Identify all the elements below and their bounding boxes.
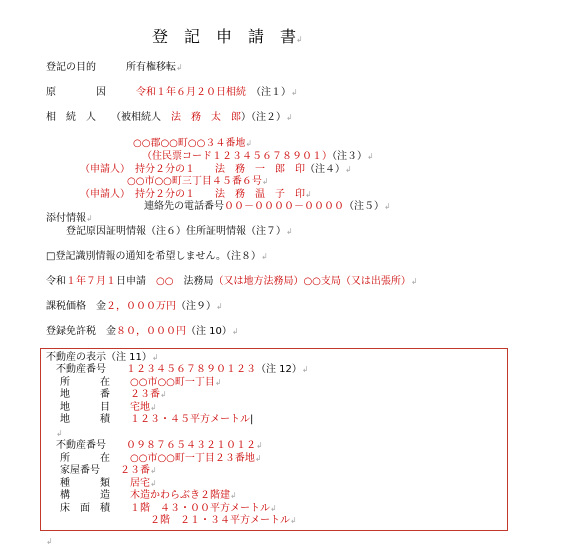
applicant-1-tag: （申請人） [80, 164, 125, 175]
cause-line [46, 87, 298, 99]
paragraph-mark: ↲ [286, 113, 293, 122]
license-note: （注 10） [186, 326, 232, 337]
paragraph-mark: ↲ [384, 202, 391, 211]
purpose-line [46, 62, 183, 74]
paragraph-mark: ↲ [216, 302, 223, 311]
heir-note: ）（注２） [241, 112, 286, 123]
office-c: （又は地方法務局）○○支局（又は出張所） [213, 276, 411, 287]
building-kind-value: 居宅 [130, 478, 150, 489]
property-heading: 不動産の表示（注 11） [46, 352, 152, 363]
attachment-label-line [46, 213, 93, 225]
phone-line [144, 201, 391, 213]
paragraph-mark: ↲ [56, 429, 63, 438]
land-area-label: 地 積 [60, 414, 110, 425]
heir-label: 相 続 人 （被相続人 [46, 112, 171, 123]
license-label: 登録免許税 金 [46, 326, 116, 337]
end-line [46, 536, 53, 548]
paragraph-mark: ↲ [231, 327, 239, 336]
land-category-line [60, 402, 157, 414]
paragraph-mark: ↲ [261, 177, 269, 186]
paragraph-mark: ↲ [214, 378, 222, 387]
land-area-value: １２３・４５平方メートル [130, 414, 250, 425]
land-number-note: （注 12） [256, 364, 302, 375]
paragraph-mark: ↲ [86, 214, 93, 223]
address-1: ○○郡○○町○○３４番地 [133, 138, 246, 149]
building-structure-value: 木造かわらぶき２階建 [130, 490, 230, 501]
paragraph-mark: ↲ [254, 454, 262, 463]
paragraph-mark: ↲ [286, 227, 293, 236]
paragraph-mark: ↲ [290, 516, 297, 525]
applicant-1-note: （注４） [305, 164, 345, 175]
attachment-value: 登記原因証明情報（注６）住所証明情報（注７） [46, 226, 286, 237]
paragraph-mark: ↲ [150, 466, 157, 475]
tax-label: 課税価格 金 [46, 301, 106, 312]
date-rest: 日申請 [116, 276, 156, 287]
building-floor1-value: １階 ４３・００平方メートル [130, 503, 270, 514]
phone-note: （注５） [344, 201, 384, 212]
building-location-value: ○○市○○町一丁目２３番地 [130, 453, 255, 464]
building-floor-label: 床 面 積 [60, 503, 110, 514]
paragraph-mark: ↲ [150, 479, 157, 488]
text-cursor: | [250, 414, 254, 425]
tax-base-line [46, 301, 223, 313]
building-number-label: 不動産番号 [56, 440, 106, 451]
property-heading-line [46, 352, 159, 364]
heir-name: 法 務 太 郎 [171, 112, 241, 123]
cause-label: 原 因 [46, 87, 136, 98]
land-number-label: 不動産番号 [56, 364, 106, 375]
notice-text: □登記識別情報の通知を希望しません。（注８） [46, 251, 262, 262]
phone-label: 連絡先の電話番号 [144, 201, 224, 212]
resident-code-note: （注３） [332, 151, 367, 162]
paragraph-mark: ↲ [245, 139, 253, 148]
building-structure-label: 構 造 [60, 490, 110, 501]
paragraph-mark: ↲ [150, 403, 157, 412]
paragraph-mark: ↲ [305, 190, 312, 199]
building-number-line [56, 440, 263, 452]
land-location-line [60, 377, 222, 389]
license-tax-line [46, 326, 239, 338]
tax-note: （注９） [176, 301, 216, 312]
building-floor2-line [150, 515, 297, 527]
building-structure-line [60, 490, 237, 502]
land-number-value: １２３４５６７８９０１２３ [126, 364, 256, 375]
applicant-2-tag: （申請人） [80, 189, 125, 200]
land-lot-line [60, 389, 167, 401]
land-lot-value: ２３番 [130, 389, 160, 400]
land-lot-label: 地 番 [60, 389, 110, 400]
applicant-2-line [80, 189, 312, 201]
building-house-label: 家屋番号 [60, 465, 100, 476]
land-location-label: 所 在 [60, 377, 110, 388]
attachment-value-line [46, 226, 293, 238]
document-title [152, 24, 303, 47]
building-location-label: 所 在 [60, 453, 110, 464]
notice-line [46, 251, 268, 263]
paragraph-mark: ↲ [46, 537, 53, 546]
building-kind-line [60, 478, 157, 490]
purpose-text: 登記の目的 所有権移転 [46, 62, 176, 73]
date-prefix: 令和 [46, 276, 66, 287]
paragraph-mark: ↲ [296, 35, 303, 44]
paragraph-mark: ↲ [160, 390, 167, 399]
building-kind-label: 種 類 [60, 478, 110, 489]
paragraph-mark: ↲ [261, 252, 268, 261]
office-b: 法務局 [183, 276, 214, 287]
paragraph-mark: ↲ [151, 353, 159, 362]
paragraph-mark: ↲ [410, 277, 418, 286]
applicant-1-line [80, 164, 352, 176]
applicant-1-share: 持分２分の１ 法 務 一 郎 印 [125, 164, 305, 175]
spacer-line [56, 428, 63, 440]
date-value: １年７月１ [66, 276, 116, 287]
tax-value: ２，０００万円 [106, 301, 176, 312]
application-date-line [46, 276, 418, 288]
paragraph-mark: ↲ [345, 165, 352, 174]
cause-value: 令和１年６月２０日相続 [136, 87, 246, 98]
building-location-line [60, 453, 262, 465]
resident-code: （住民票コード１２３４５６７８９０１） [142, 151, 332, 162]
building-floor-line [60, 503, 277, 515]
license-value: ８０，０００円 [116, 326, 186, 337]
paragraph-mark: ↲ [230, 491, 237, 500]
heir-line [46, 112, 293, 124]
building-number-value: ０９８７６５４３２１０１２ [126, 440, 256, 451]
resident-code-line [142, 151, 374, 163]
building-floor2-value: ２階 ２１・３４平方メートル [150, 515, 290, 526]
land-location-value: ○○市○○町一丁目 [130, 377, 215, 388]
address-2-line [127, 176, 269, 188]
paragraph-mark: ↲ [176, 63, 183, 72]
land-category-value: 宅地 [130, 402, 150, 413]
address-1-line [133, 138, 252, 150]
paragraph-mark: ↲ [256, 441, 263, 450]
paragraph-mark: ↲ [291, 88, 298, 97]
building-house-line [60, 465, 157, 477]
cause-note: （注１） [246, 87, 291, 98]
land-category-label: 地 目 [60, 402, 110, 413]
office-a: ○○ [156, 276, 174, 287]
land-number-line [56, 364, 309, 376]
paragraph-mark: ↲ [301, 365, 309, 374]
paragraph-mark: ↲ [270, 504, 277, 513]
title-text: 登 記 申 請 書 [152, 27, 297, 46]
attachment-label: 添付情報 [46, 213, 86, 224]
applicant-2-share: 持分２分の１ 法 務 温 子 印 [125, 189, 305, 200]
address-2: ○○市○○町三丁目４５番６号 [127, 176, 262, 187]
phone-value: ００－００００－００００ [224, 201, 344, 212]
land-area-line [60, 414, 253, 426]
paragraph-mark: ↲ [367, 152, 374, 161]
building-house-value: ２３番 [120, 465, 150, 476]
